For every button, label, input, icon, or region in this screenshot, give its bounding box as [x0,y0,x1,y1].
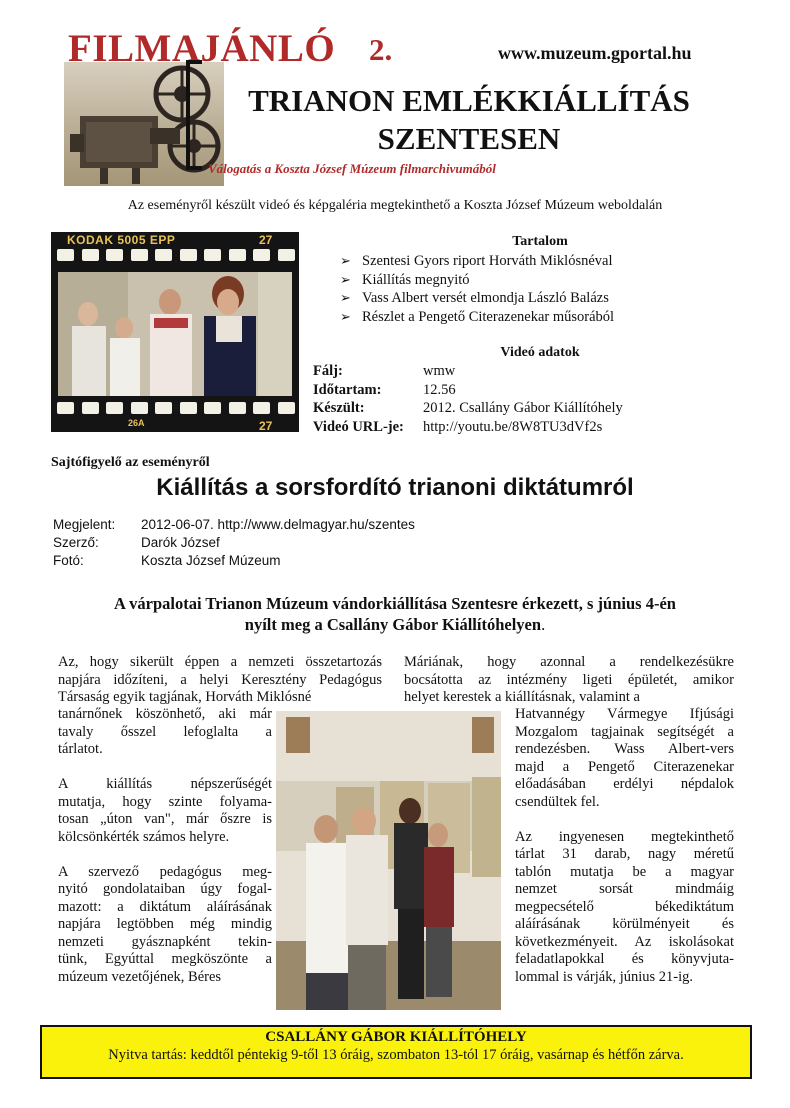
text-line: Hatvannégy Vármegye Ifjúsági [515,706,734,722]
text-line: csendültek fel. [515,793,600,810]
text-line: majd a Pengető Citerazenekar [515,758,734,775]
video-data-table [313,362,623,436]
article-meta [53,516,415,570]
paragraph-gap [58,759,272,777]
meta-label: Megjelent: [53,517,116,532]
meta-value: 2012-06-07. http://www.delmagyar.hu/szentes [141,517,415,532]
text-line: aláírásának körülményeit és [515,916,734,932]
text-line: tárlatot. [58,741,103,757]
film-holes-bottom [51,398,299,416]
page-title [196,82,742,158]
lead-line-1: A várpalotai Trianon Múzeum vándorkiállítása Szentesre érkezett, s június 4-én [114,594,676,613]
brand-title: FILMAJÁNLÓ [68,27,336,70]
text-line: Máriának, hogy azonnal a rendelkezésükre [404,654,734,670]
video-row-duration [313,381,623,400]
text-line: tárlat 31 darab, nagy méretű [515,846,734,862]
page-title-line-2: SZENTESEN [377,121,561,156]
video-url-link[interactable]: http://youtu.be/8W8TU3dVf2s [423,418,603,435]
right-column-narrow [515,706,734,986]
article-lead [60,593,730,635]
contents-heading: Tartalom [512,234,568,249]
video-value: wmw [423,363,456,379]
film-frame-number-top: 27 [259,233,273,247]
lead-period: . [541,615,546,634]
text-line: feladatlapokkal és könyvjuta- [515,951,734,967]
text-line: kölcsönkérték számos helyre. [58,828,230,845]
text-line: múzeum vezetőjének, Béres [58,968,222,985]
video-label: Fálj: [313,363,343,379]
meta-label: Fotó: [53,553,84,568]
website-link[interactable]: www.muzeum.gportal.hu [498,43,692,63]
contents-item: ➢ Vass Albert versét elmondja László Balázs [340,289,614,308]
video-label: Készült: [313,400,365,416]
contents-list [340,252,614,326]
text-line: helyet kerestek a kiállításnak, valamint a [404,689,640,705]
contents-item: ➢ Kiállítás megnyitó [340,271,614,290]
film-frame-code: 26A [128,418,145,428]
intro-text: Az eseményről készült videó és képgaléria megtekinthető a Koszta József Múzeum weboldalán [127,198,663,213]
video-label: Időtartam: [313,381,382,398]
left-column-narrow [58,706,272,986]
video-row-url [313,418,623,437]
right-column-top [404,654,734,707]
event-photo-thumbnail [58,272,292,396]
text-line: nyitó gondolataiban úgy fogal- [58,881,272,897]
issue-number: 2. [369,32,393,67]
contents-item: ➢ Szentesi Gyors riport Horváth Miklósnéval [340,252,614,271]
film-frame-number-bottom: 27 [259,419,273,433]
text-line: tanárnőnek köszönhető, aki már [58,706,272,722]
text-line: tavaly ősszel lefoglalta a [58,723,272,740]
video-label: Videó URL-je: [313,418,404,435]
video-value: 2012. Csallány Gábor Kiállítóhely [423,400,623,416]
text-line: következményeit. Az iskolásokat [515,933,734,950]
meta-row-photo [53,552,415,570]
paragraph-gap [58,846,272,864]
text-line: Az ingyenesen megtekinthető [515,828,734,845]
text-line: A szervező pedagógus meg- [58,863,272,880]
text-line: Társaság egyik tagjának, Horváth Miklósné [58,689,312,705]
text-line: előadásában erdélyi népdalok [515,776,734,792]
text-line: Mozgalom tagjainak segítségét a [515,723,734,740]
page-subtitle: Válogatás a Koszta József Múzeum filmarchivumából [208,161,496,176]
text-line: tablón mutatja be a magyar [515,863,734,880]
paragraph-gap [515,811,734,829]
left-column-top [58,654,382,707]
text-line: napjára legtöbben még mindig [58,916,272,932]
exhibition-photo [276,711,501,1010]
footer-title: CSALLÁNY GÁBOR KIÁLLÍTÓHELY [265,1029,527,1045]
text-line: lommal is várják, június 21-ig. [515,968,694,985]
text-line: napjára időzíteni, a helyi Keresztény Pedagógus [58,671,382,688]
meta-label: Szerző: [53,535,99,550]
meta-row-published [53,516,415,534]
video-row-made [313,399,623,418]
text-line: tosan „úton van", már őszre is [58,811,272,827]
video-data-heading: Videó adatok [500,345,580,360]
text-line: A kiállítás népszerűségét [58,776,272,792]
page-title-line-1: TRIANON EMLÉKKIÁLLÍTÁS [248,83,690,118]
press-review-label: Sajtófigyelő az eseményről [51,455,210,470]
film-brand-label: KODAK 5005 EPP [67,233,176,247]
text-line: nemzeti gyásznapként tekin- [58,933,272,950]
article-title: Kiállítás a sorsfordító trianoni diktátumról [156,474,634,501]
meta-value: Koszta József Múzeum [141,553,281,568]
text-line: megpecsételő békediktátum [515,898,734,915]
text-line: tünk, Egyúttal megköszönte a [58,951,272,967]
lead-line-2: nyílt meg a Csallány Gábor Kiállítóhelyen [244,615,542,634]
text-line: bocsátotta az intézmény ligeti épületét, amikor [404,671,734,688]
contents-item: ➢ Részlet a Pengető Citerazenekar műsorából [340,308,614,327]
video-value: 12.56 [423,381,456,398]
text-line: mutatja, hogy szinte folyama- [58,793,272,810]
meta-row-author [53,534,415,552]
video-row-file [313,362,623,381]
opening-hours: Nyitva tartás: keddtől péntekig 9-től 13 óráig, szombaton 13-tól 17 óráig, vasárnap és hétfőn zárva. [108,1047,684,1063]
text-line: Az, hogy sikerült éppen a nemzeti összetartozás [58,654,382,670]
text-line: nemzet sorsát mindmáig [515,881,734,897]
meta-value: Darók József [141,535,220,550]
text-line: mazott: a diktátum aláírásának [58,898,272,915]
text-line: rendezésben. Wass Albert-vers [515,741,734,757]
film-holes-top [51,246,299,264]
